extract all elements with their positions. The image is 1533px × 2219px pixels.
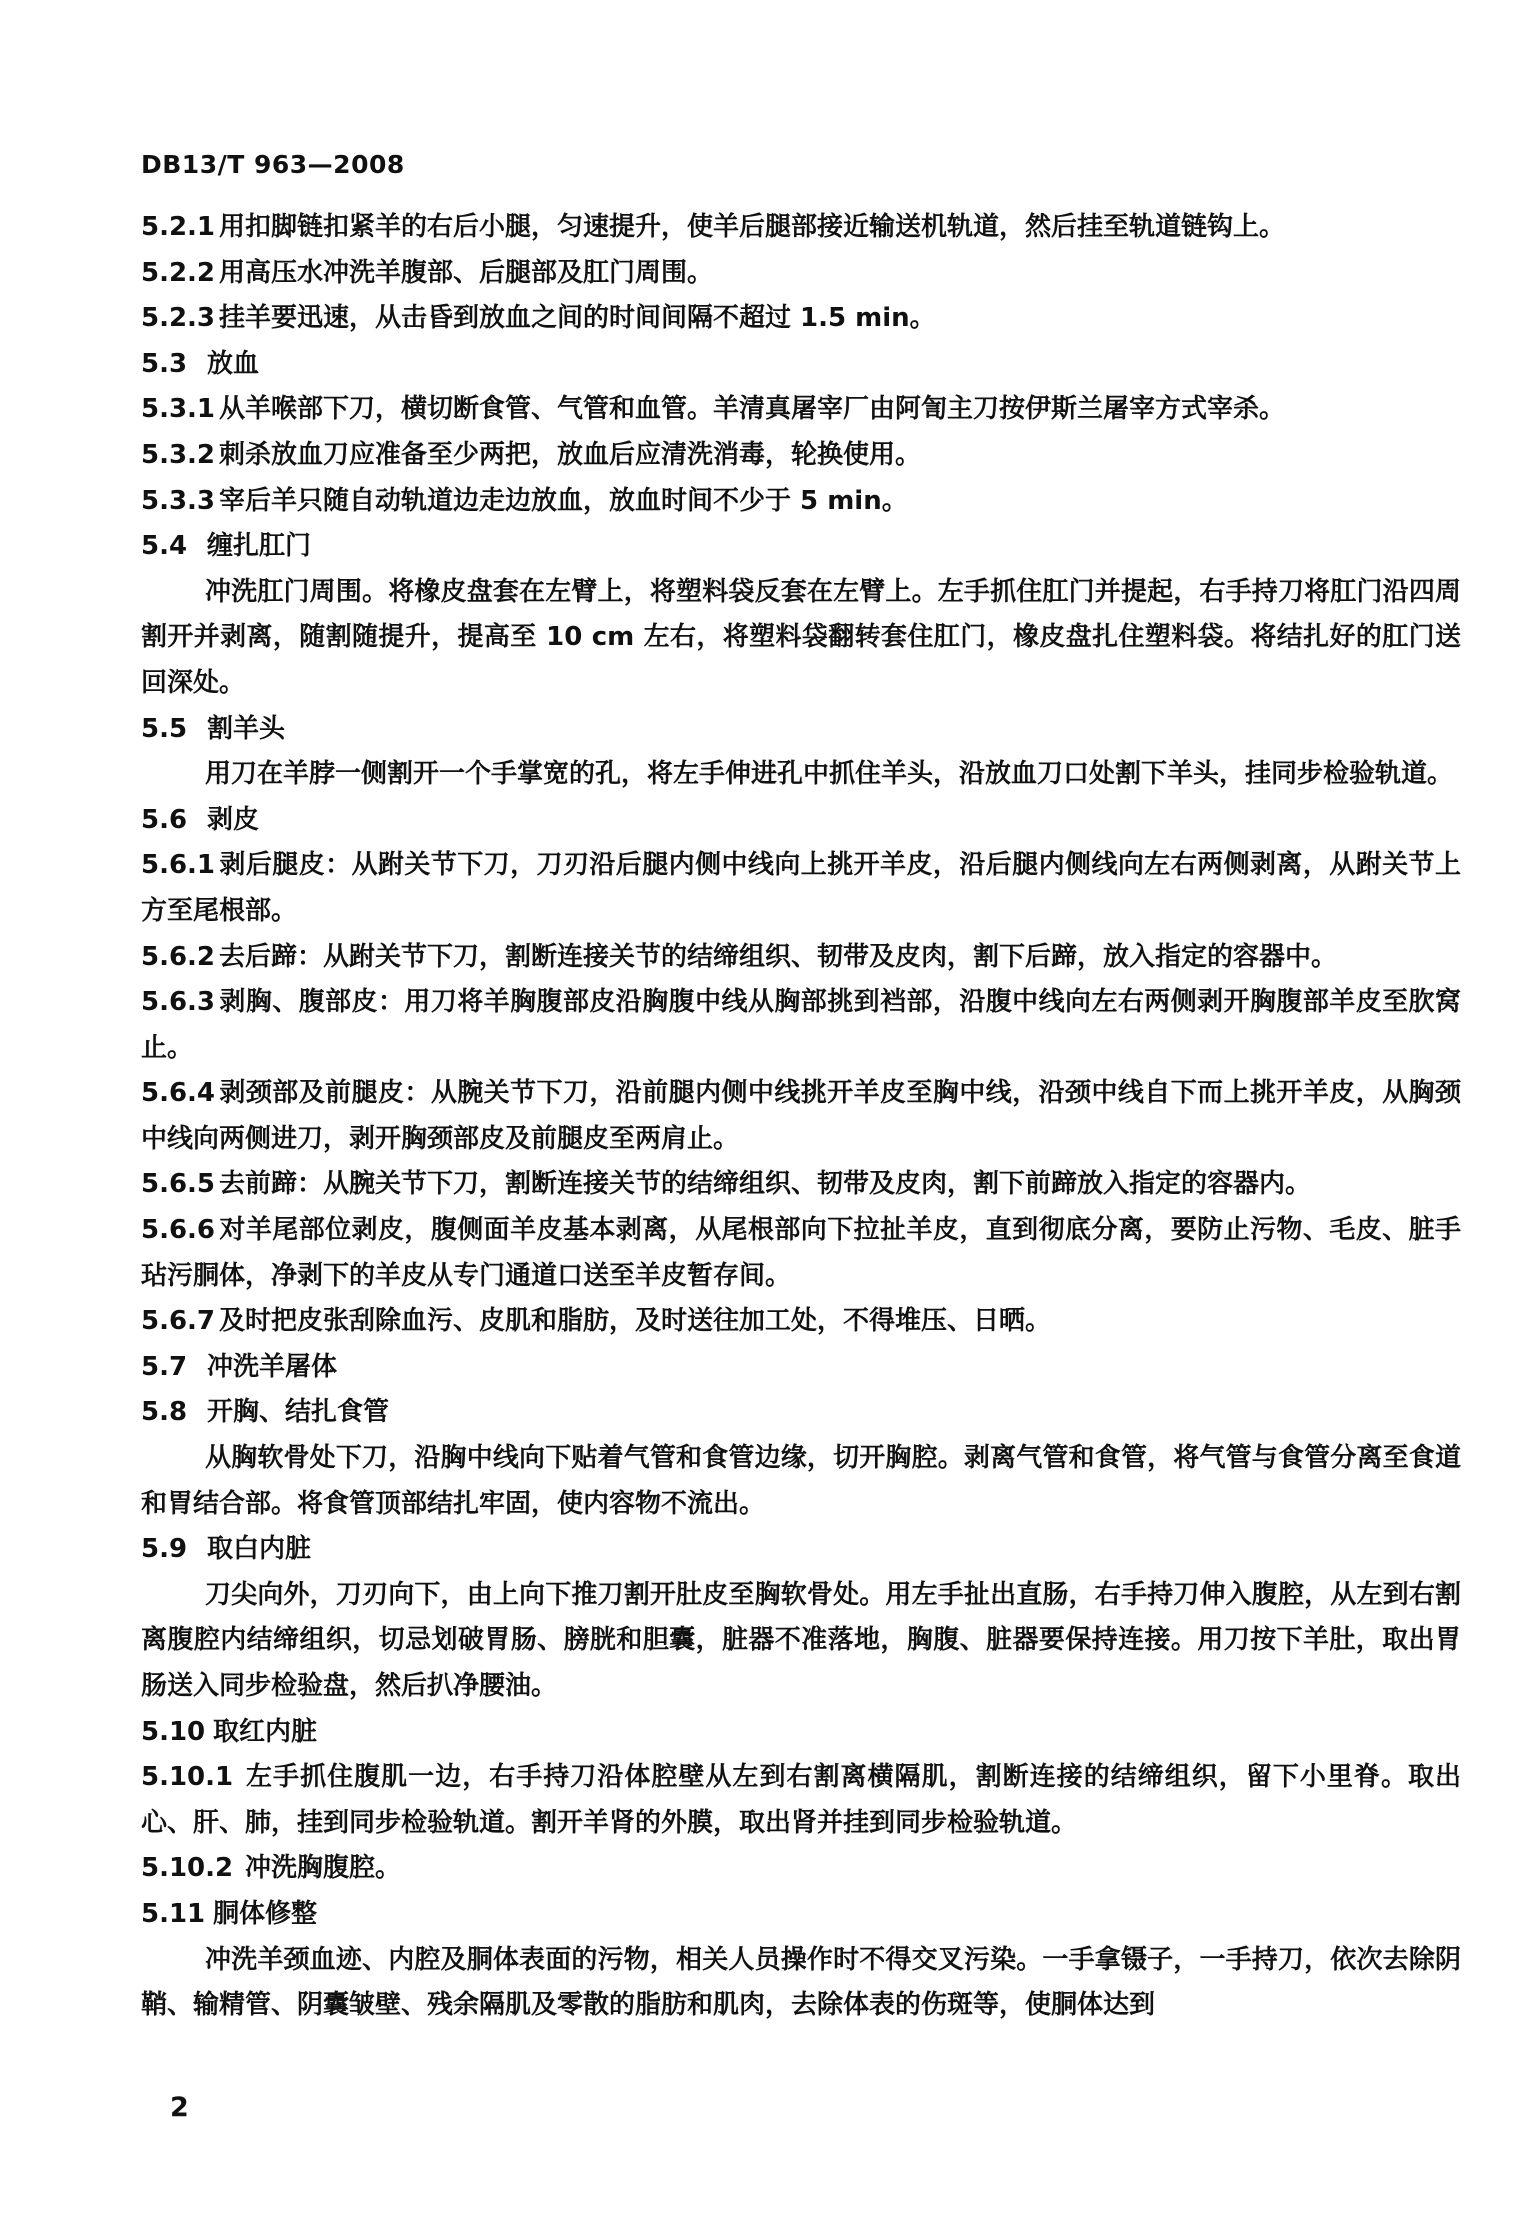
section-heading-5-8 [141, 1390, 1461, 1436]
clause-text: 剥胸、腹部皮：用刀将羊胸腹部皮沿胸腹中线从胸部挑到裆部，沿腹中线向左右两侧剥开胸腹部羊皮至肷窝止。 [141, 987, 1461, 1063]
clause-5-2-1 [141, 205, 1461, 251]
clause-text: 对羊尾部位剥皮，腹侧面羊皮基本剥离，从尾根部向下拉扯羊皮，直到彻底分离，要防止污物、毛皮、脏手玷污胴体，净剥下的羊皮从专门通道口送至羊皮暂存间。 [141, 1215, 1461, 1291]
clause-number: 5.6.3 [141, 987, 216, 1018]
clause-text: 左手抓住腹肌一边，右手持刀沿体腔壁从左到右割离横隔肌，割断连接的结缔组织，留下小里脊。取出心、肝、肺，挂到同步检验轨道。割开羊肾的外膜，取出肾并挂到同步检验轨道。 [141, 1762, 1461, 1838]
section-heading-5-9 [141, 1527, 1461, 1573]
clause-text: 去前蹄：从腕关节下刀，割断连接关节的结缔组织、韧带及皮肉，割下前蹄放入指定的容器内。 [219, 1169, 1312, 1200]
section-number: 5.4 [141, 531, 188, 562]
paragraph-5-5: 用刀在羊脖一侧割开一个手掌宽的孔，将左手伸进孔中抓住羊头，沿放血刀口处割下羊头，挂同步检验轨道。 [205, 759, 1454, 790]
clause-5-3-1 [141, 387, 1461, 433]
clause-number: 5.6.2 [141, 941, 216, 972]
clause-5-6-6 [141, 1208, 1461, 1299]
section-title: 放血 [207, 348, 260, 379]
section-heading-5-3 [141, 342, 1461, 388]
clause-text: 用扣脚链扣紧羊的右后小腿，匀速提升，使羊后腿部接近输送机轨道，然后挂至轨道链钩上。 [219, 212, 1286, 242]
clause-number: 5.6.1 [141, 850, 216, 881]
clause-number: 5.2.2 [141, 257, 216, 288]
document-body [141, 205, 1461, 2029]
clause-text: 宰后羊只随自动轨道边走边放血，放血时间不少于 5 min。 [219, 485, 908, 516]
paragraph-5-4: 冲洗肛门周围。将橡皮盘套在左臂上，将塑料袋反套在左臂上。左手抓住肛门并提起，右手持刀将肛门沿四周割开并剥离，随割随提升，提高至 10 cm 左右，将塑料袋翻转套住肛门，橡皮盘扎住塑料袋。将结扎好的肛门送回深处。 [141, 576, 1461, 698]
section-heading-5-7 [141, 1345, 1461, 1391]
clause-number: 5.6.7 [141, 1306, 216, 1337]
clause-5-6-7 [141, 1299, 1461, 1345]
paragraph-5-11: 冲洗羊颈血迹、内腔及胴体表面的污物，相关人员操作时不得交叉污染。一手拿镊子，一手持刀，依次去除阴鞘、输精管、阴囊皱壁、残余隔肌及零散的脂肪和肌肉，去除体表的伤斑等，使胴体达到 [141, 1944, 1461, 2021]
section-heading-5-5 [141, 707, 1461, 753]
clause-text: 从羊喉部下刀，横切断食管、气管和血管。羊清真屠宰厂由阿訇主刀按伊斯兰屠宰方式宰杀。 [219, 394, 1286, 425]
document-code: DB13/T 963—2008 [141, 150, 405, 179]
section-number: 5.6 [141, 804, 188, 835]
section-title: 剥皮 [207, 804, 260, 835]
clause-text: 用高压水冲洗羊腹部、后腿部及肛门周围。 [219, 257, 714, 288]
clause-5-10-1 [141, 1755, 1461, 1846]
section-heading-5-10 [141, 1710, 1461, 1756]
clause-5-6-3 [141, 980, 1461, 1071]
clause-number: 5.2.3 [141, 303, 216, 334]
clause-5-6-2 [141, 935, 1461, 981]
section-title: 开胸、结扎食管 [207, 1397, 390, 1428]
clause-number: 5.6.5 [141, 1169, 216, 1200]
page-number: 2 [170, 2092, 189, 2123]
clause-5-10-2 [141, 1846, 1461, 1892]
section-number: 5.5 [141, 713, 188, 744]
section-number: 5.10 [141, 1716, 206, 1747]
clause-text: 剥后腿皮：从跗关节下刀，刀刃沿后腿内侧中线向上挑开羊皮，沿后腿内侧线向左右两侧剥离，从跗关节上方至尾根部。 [141, 850, 1461, 926]
clause-text: 及时把皮张刮除血污、皮肌和脂肪，及时送往加工处，不得堆压、日晒。 [219, 1306, 1052, 1337]
clause-text: 刺杀放血刀应准备至少两把，放血后应清洗消毒，轮换使用。 [219, 439, 922, 470]
section-title: 缠扎肛门 [207, 531, 312, 562]
clause-number: 5.3.1 [141, 394, 216, 425]
clause-5-6-1 [141, 843, 1461, 934]
section-number: 5.8 [141, 1397, 188, 1428]
clause-number: 5.2.1 [141, 212, 216, 242]
section-number: 5.7 [141, 1351, 188, 1382]
clause-5-2-2 [141, 251, 1461, 297]
clause-5-2-3 [141, 296, 1461, 342]
section-title: 冲洗羊屠体 [207, 1351, 338, 1382]
section-number: 5.11 [141, 1898, 206, 1929]
clause-number: 5.3.2 [141, 439, 216, 470]
clause-5-6-4 [141, 1071, 1461, 1162]
section-title: 取红内脏 [213, 1716, 318, 1747]
clause-number: 5.6.6 [141, 1215, 216, 1246]
clause-5-3-3 [141, 479, 1461, 525]
paragraph-5-9: 刀尖向外，刀刃向下，由上向下推刀割开肚皮至胸软骨处。用左手扯出直肠，右手持刀伸入腹腔，从左到右割离腹腔内结缔组织，切忌划破胃肠、膀胱和胆囊，脏器不准落地，胸腹、脏器要保持连接。用刀按下羊肚，取出胃肠送入同步检验盘，然后扒净腰油。 [141, 1579, 1461, 1701]
clause-5-3-2 [141, 433, 1461, 479]
section-heading-5-6 [141, 798, 1461, 844]
clause-number: 5.10.2 [141, 1853, 234, 1884]
section-number: 5.9 [141, 1534, 188, 1565]
paragraph-5-8: 从胸软骨处下刀，沿胸中线向下贴着气管和食管边缘，切开胸腔。剥离气管和食管，将气管与食管分离至食道和胃结合部。将食管顶部结扎牢固，使内容物不流出。 [141, 1443, 1461, 1519]
section-title: 胴体修整 [213, 1898, 318, 1929]
clause-number: 5.6.4 [141, 1078, 216, 1109]
clause-number: 5.3.3 [141, 485, 216, 516]
section-number: 5.3 [141, 348, 188, 379]
clause-text: 剥颈部及前腿皮：从腕关节下刀，沿前腿内侧中线挑开羊皮至胸中线，沿颈中线自下而上挑开羊皮，从胸颈中线向两侧进刀，剥开胸颈部皮及前腿皮至两肩止。 [141, 1078, 1461, 1154]
section-heading-5-11 [141, 1892, 1461, 1938]
clause-text: 去后蹄：从跗关节下刀，割断连接关节的结缔组织、韧带及皮肉，割下后蹄，放入指定的容器中。 [219, 941, 1338, 972]
clause-number: 5.10.1 [141, 1762, 234, 1793]
clause-text: 挂羊要迅速，从击昏到放血之间的时间间隔不超过 1.5 min。 [219, 303, 936, 334]
section-title: 割羊头 [207, 713, 286, 744]
section-heading-5-4 [141, 524, 1461, 570]
clause-5-6-5 [141, 1162, 1461, 1208]
clause-text: 冲洗胸腹腔。 [245, 1853, 402, 1884]
section-title: 取白内脏 [207, 1534, 312, 1565]
